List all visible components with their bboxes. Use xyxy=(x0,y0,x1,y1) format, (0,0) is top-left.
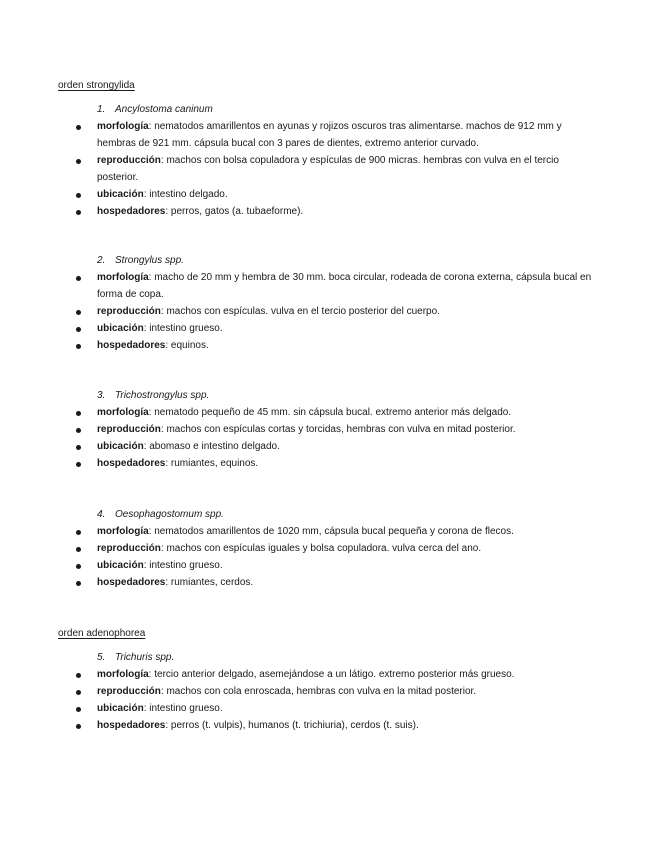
bullet-icon xyxy=(76,411,81,416)
list-item xyxy=(0,337,655,354)
list-item xyxy=(0,574,655,591)
field-label: morfología xyxy=(97,272,149,283)
genus-heading xyxy=(97,506,224,523)
field-label: ubicación xyxy=(97,189,144,200)
field-text: : machos con bolsa copuladora y espículas de 900 micras. hembras con vulva en el tercio posterior. xyxy=(97,155,559,183)
bullet-icon xyxy=(76,327,81,332)
field-label: reproducción xyxy=(97,424,161,435)
list-item xyxy=(0,186,655,203)
bullet-icon xyxy=(76,564,81,569)
bullet-icon xyxy=(76,445,81,450)
genus-number: 4. xyxy=(97,509,106,520)
genus-number: 3. xyxy=(97,390,106,401)
bullet-icon xyxy=(76,193,81,198)
field-text: : perros (t. vulpis), humanos (t. trichiuria), cerdos (t. suis). xyxy=(165,720,419,731)
bullet-list xyxy=(0,404,655,472)
genus-name: Strongylus spp. xyxy=(115,255,184,266)
field-text: : nematodos amarillentos en ayunas y rojizos oscuros tras alimentarse. machos de 912 mm y hembras de 921 mm. cápsula bucal con 3 pares de dientes, extremo anterior curvado. xyxy=(97,121,562,149)
list-item xyxy=(0,557,655,574)
field-text: : nematodos amarillentos de 1020 mm, cápsula bucal pequeña y corona de flecos. xyxy=(148,526,514,537)
bullet-icon xyxy=(76,707,81,712)
bullet-icon xyxy=(76,428,81,433)
list-item xyxy=(0,717,655,734)
bullet-icon xyxy=(76,159,81,164)
bullet-icon xyxy=(76,581,81,586)
genus-heading xyxy=(97,101,213,118)
field-text: : rumiantes, cerdos. xyxy=(165,577,254,588)
order-heading: orden adenophorea xyxy=(58,628,146,639)
field-text: : intestino grueso. xyxy=(143,560,223,571)
field-text: : rumiantes, equinos. xyxy=(165,458,259,469)
list-item xyxy=(0,666,655,683)
field-label: reproducción xyxy=(97,543,161,554)
field-label: reproducción xyxy=(97,155,161,166)
field-label: reproducción xyxy=(97,306,161,317)
field-text: : equinos. xyxy=(165,340,209,351)
field-text: : machos con cola enroscada, hembras con vulva en la mitad posterior. xyxy=(160,686,477,697)
field-label: hospedadores xyxy=(97,340,166,351)
field-text: : tercio anterior delgado, asemejándose a un látigo. extremo posterior más grueso. xyxy=(148,669,515,680)
genus-name: Ancylostoma caninum xyxy=(115,104,213,115)
list-item xyxy=(0,269,655,303)
list-item xyxy=(0,303,655,320)
list-item xyxy=(0,404,655,421)
bullet-list xyxy=(0,523,655,591)
genus-number: 5. xyxy=(97,652,106,663)
bullet-icon xyxy=(76,462,81,467)
list-item xyxy=(0,438,655,455)
list-item xyxy=(0,523,655,540)
bullet-list xyxy=(0,118,655,220)
bullet-icon xyxy=(76,310,81,315)
list-item xyxy=(0,152,655,186)
bullet-icon xyxy=(76,276,81,281)
bullet-icon xyxy=(76,210,81,215)
field-label: ubicación xyxy=(97,323,144,334)
bullet-icon xyxy=(76,673,81,678)
field-label: morfología xyxy=(97,121,149,132)
genus-heading xyxy=(97,387,209,404)
field-label: morfología xyxy=(97,526,149,537)
genus-number: 1. xyxy=(97,104,106,115)
field-text: : intestino grueso. xyxy=(143,703,223,714)
field-label: reproducción xyxy=(97,686,161,697)
field-label: morfología xyxy=(97,407,149,418)
genus-number: 2. xyxy=(97,255,106,266)
bullet-icon xyxy=(76,547,81,552)
field-text: : intestino grueso. xyxy=(143,323,223,334)
field-text: : intestino delgado. xyxy=(143,189,228,200)
field-text: : machos con espículas iguales y bolsa copuladora. vulva cerca del ano. xyxy=(160,543,482,554)
bullet-icon xyxy=(76,530,81,535)
list-item xyxy=(0,700,655,717)
field-text: : machos con espículas cortas y torcidas, hembras con vulva en mitad posterior. xyxy=(160,424,516,435)
field-label: hospedadores xyxy=(97,458,166,469)
bullet-icon xyxy=(76,724,81,729)
field-text: : nematodo pequeño de 45 mm. sin cápsula bucal. extremo anterior más delgado. xyxy=(148,407,512,418)
field-text: : perros, gatos (a. tubaeforme). xyxy=(165,206,304,217)
field-label: hospedadores xyxy=(97,720,166,731)
genus-heading xyxy=(97,252,184,269)
field-text: : macho de 20 mm y hembra de 30 mm. boca circular, rodeada de corona externa, cápsula bucal en forma de copa. xyxy=(97,272,592,300)
list-item xyxy=(0,118,655,152)
bullet-icon xyxy=(76,125,81,130)
genus-name: Trichostrongylus spp. xyxy=(115,390,210,401)
list-item xyxy=(0,421,655,438)
genus-name: Oesophagostomum spp. xyxy=(115,509,224,520)
genus-heading xyxy=(97,649,174,666)
genus-name: Trichuris spp. xyxy=(115,652,175,663)
field-label: ubicación xyxy=(97,560,144,571)
list-item xyxy=(0,203,655,220)
list-item xyxy=(0,683,655,700)
order-heading: orden strongylida xyxy=(58,80,135,91)
bullet-list xyxy=(0,269,655,354)
field-label: ubicación xyxy=(97,441,144,452)
bullet-icon xyxy=(76,690,81,695)
field-label: hospedadores xyxy=(97,577,166,588)
field-label: hospedadores xyxy=(97,206,166,217)
field-text: : abomaso e intestino delgado. xyxy=(143,441,280,452)
list-item xyxy=(0,540,655,557)
bullet-list xyxy=(0,666,655,734)
bullet-icon xyxy=(76,344,81,349)
list-item xyxy=(0,320,655,337)
field-label: ubicación xyxy=(97,703,144,714)
field-label: morfología xyxy=(97,669,149,680)
field-text: : machos con espículas. vulva en el tercio posterior del cuerpo. xyxy=(160,306,440,317)
list-item xyxy=(0,455,655,472)
